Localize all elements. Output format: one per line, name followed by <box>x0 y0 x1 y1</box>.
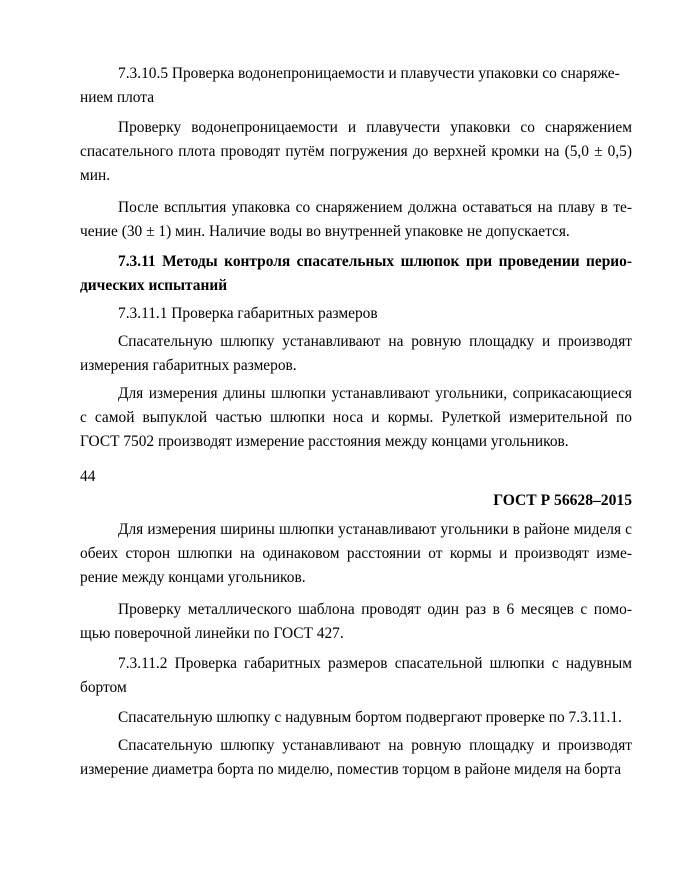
paragraph-platform-setup: Спасательную шлюпку устанавливают на ровную площадку и производят измерения габаритных размеров. <box>80 333 632 374</box>
running-header: ГОСТ Р 56628–2015 <box>493 492 632 509</box>
paragraph-immersion-check: Проверку водонепроницаемости и плавучести упаковки со снаряжением спасательного плота проводят путём погружения до верхней кромки на (5,0 ± 0,5) мин. <box>80 119 632 184</box>
paragraph-7-3-10-5-heading: 7.3.10.5 Проверка водонепроницаемости и плавучести упаковки со снаряже-нием плота <box>80 65 620 106</box>
paragraph-float-duration: После всплытия упаковка со снаряжением должна оставаться на плаву в те-чение (30 ± 1) мин. Наличие воды во внутренней упаковке не допускается. <box>80 199 632 240</box>
paragraph-width-measurement: Для измерения ширины шлюпки устанавливают угольники в районе миделя с обеих сторон шлюпки на одинаковом расстоянии от кормы и производят изме-рение между концами угольников. <box>80 521 632 586</box>
document-page <box>80 0 632 880</box>
page-number: 44 <box>80 468 96 485</box>
paragraph-length-measurement: Для измерения длины шлюпки устанавливают угольники, соприкасающиеся с самой выпуклой частью шлюпки носа и кормы. Рулеткой измерительной по ГОСТ 7502 производят измерение расстояния между концами угольников. <box>80 385 632 450</box>
paragraph-7-3-11-1-heading: 7.3.11.1 Проверка габаритных размеров <box>118 305 378 322</box>
paragraph-template-check: Проверку металлического шаблона проводят один раз в 6 месяцев с помо-щью поверочной линейки по ГОСТ 427. <box>80 601 632 642</box>
paragraph-diameter-measurement: Спасательную шлюпку устанавливают на ровную площадку и производят измерение диаметра борта по миделю, поместив торцом в районе миделя на борта <box>80 737 632 778</box>
section-7-3-11-heading: 7.3.11 Методы контроля спасательных шлюпок при проведении перио-дических испытаний <box>80 253 632 294</box>
paragraph-7-3-11-2-heading: 7.3.11.2 Проверка габаритных размеров спасательной шлюпки с надувным бортом <box>80 655 632 696</box>
paragraph-inflatable-check: Спасательную шлюпку с надувным бортом подвергают проверке по 7.3.11.1. <box>118 709 622 726</box>
